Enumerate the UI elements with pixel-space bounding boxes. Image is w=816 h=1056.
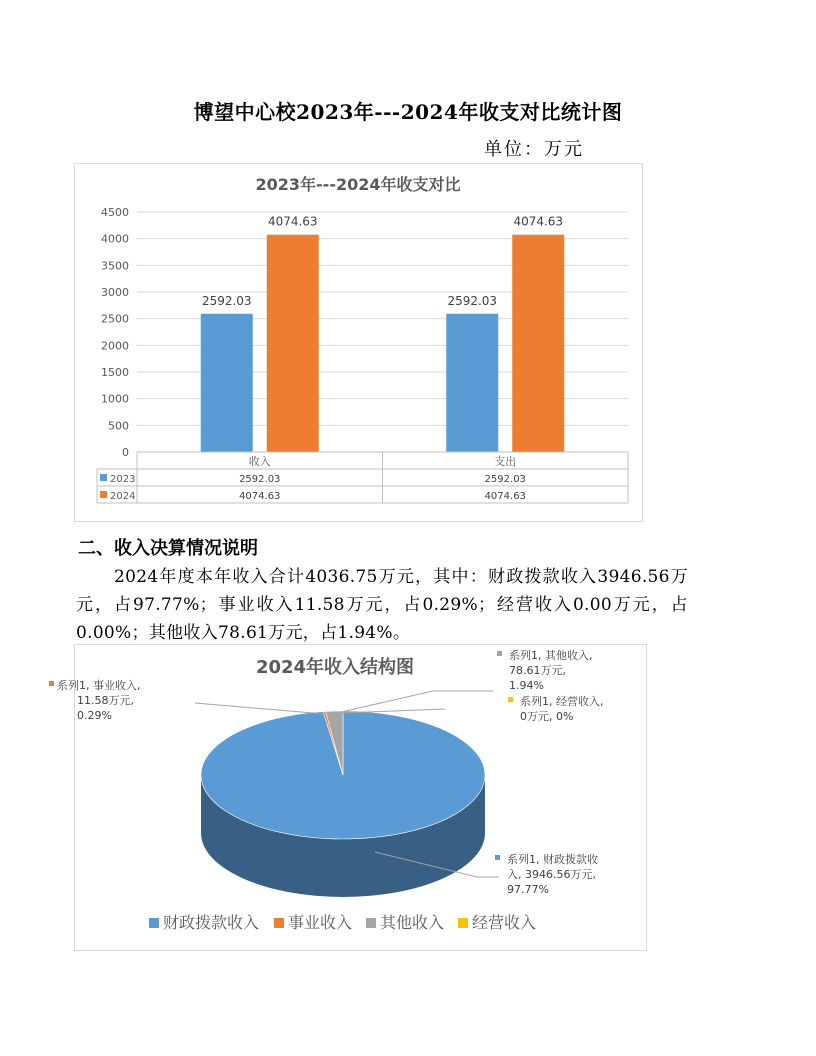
legend-series-name: 2024 (110, 491, 136, 502)
legend-key-财政拨款收入 (149, 918, 159, 928)
section-heading: 二、收入决算情况说明 (78, 538, 258, 559)
legend-label: 其他收入 (380, 913, 445, 932)
pie-data-label: 0万元, 0% (520, 710, 574, 723)
pie-chart (57, 645, 646, 950)
pie-data-label: 系列1, 其他收入, (509, 649, 593, 662)
pie-data-label: 11.58万元, (77, 694, 134, 707)
legend-label: 经营收入 (472, 913, 537, 932)
label-key-经营收入 (508, 697, 513, 702)
data-label: 4074.63 (513, 214, 564, 229)
pie-data-label: 系列1, 经营收入, (520, 695, 604, 708)
y-tick-label: 0 (122, 446, 129, 459)
bar-chart (75, 164, 642, 521)
legend-label: 财政拨款收入 (163, 913, 260, 932)
bar-2023-支出 (446, 314, 498, 452)
legend-series-name: 2023 (110, 474, 136, 485)
pie-data-label: 97.77% (507, 883, 549, 896)
bar-2023-收入 (201, 314, 253, 452)
pie-data-label: 系列1, 财政拨款收 (507, 853, 598, 866)
legend-label: 事业收入 (288, 913, 353, 932)
bar-2024-收入 (267, 235, 319, 452)
data-label: 2592.03 (447, 293, 498, 308)
label-key-事业收入 (49, 681, 54, 686)
y-tick-label: 3000 (101, 286, 129, 299)
y-tick-label: 500 (108, 419, 129, 433)
legend-key-2024 (100, 491, 107, 498)
y-tick-label: 4500 (101, 206, 129, 219)
pie-data-label: 入, 3946.56万元, (507, 868, 596, 881)
pie-chart-frame (57, 644, 647, 951)
bar-chart-frame (74, 163, 643, 522)
data-label: 2592.03 (201, 293, 252, 308)
y-tick-label: 4000 (101, 232, 129, 246)
y-tick-label: 2500 (101, 312, 129, 326)
label-key-财政拨款收入 (495, 855, 500, 860)
category-label: 支出 (494, 455, 517, 468)
pie-chart-title: 2024年收入结构图 (255, 657, 415, 678)
pie-data-label: 系列1, 事业收入, (57, 679, 141, 692)
leader-line (195, 703, 325, 714)
y-tick-label: 2000 (101, 339, 129, 353)
table-cell-value: 4074.63 (484, 491, 526, 502)
document-title: 博望中心校2023年---2024年收支对比统计图 (193, 100, 623, 124)
bar-chart-title: 2023年---2024年收支对比 (255, 175, 461, 194)
legend-key-事业收入 (274, 918, 284, 928)
legend-key-2023 (100, 474, 107, 481)
y-tick-label: 3500 (101, 259, 129, 273)
bar-2024-支出 (512, 235, 564, 452)
legend-key-其他收入 (366, 918, 376, 928)
category-label: 收入 (248, 455, 271, 468)
table-cell-value: 2592.03 (484, 474, 526, 485)
table-cell-value: 2592.03 (239, 474, 281, 485)
y-tick-label: 1000 (101, 392, 129, 406)
table-cell-value: 4074.63 (239, 491, 281, 502)
data-label: 4074.63 (267, 214, 318, 229)
y-tick-label: 1500 (101, 366, 129, 379)
label-key-其他收入 (497, 651, 502, 656)
pie-data-label: 78.61万元, (509, 664, 566, 677)
unit-label: 单位：万元 (484, 139, 584, 160)
pie-data-label: 1.94% (509, 679, 544, 692)
income-description-paragraph: 2024年度本年收入合计4036.75万元，其中：财政拨款收入3946.56万元，占97.77%；事业收入11.58万元，占0.29%；经营收入0.00万元，占0.00%；其他收入78.61万元，占1.94%。 (76, 567, 688, 643)
pie-data-label: 0.29% (77, 709, 112, 722)
legend-key-经营收入 (458, 918, 468, 928)
